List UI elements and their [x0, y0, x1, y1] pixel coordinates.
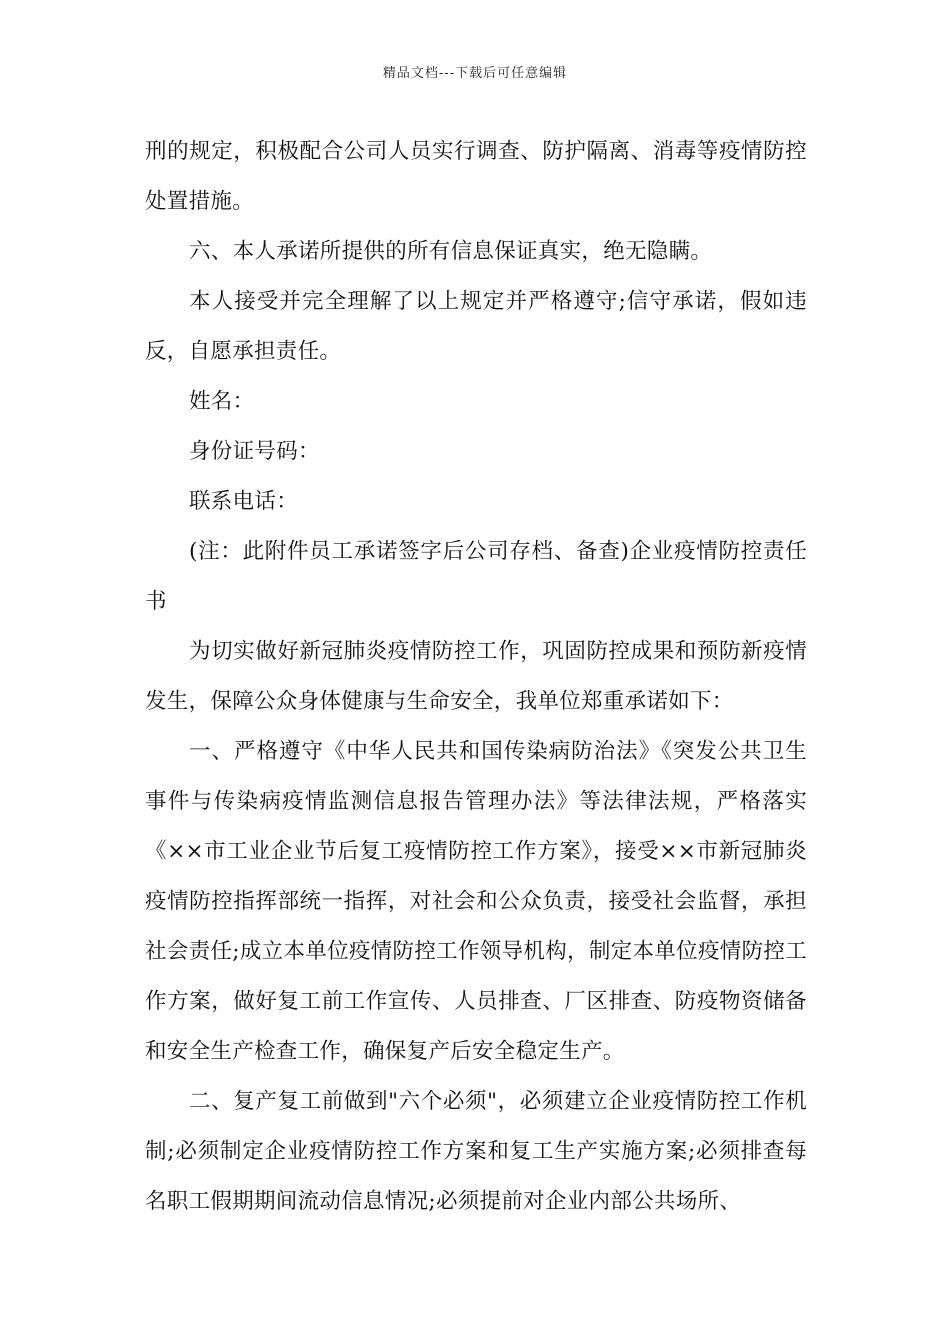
field-id-number-label: 身份证号码：	[189, 439, 320, 464]
paragraph-continuation: 刑的规定，积极配合公司人员实行调查、防护隔离、消毒等疫情防控处置措施。	[145, 139, 807, 214]
paragraph-item-one: 一、严格遵守《中华人民共和国传染病防治法》《突发公共卫生事件与传染病疫情监测信息报告管理办法》等法律法规，严格落实《××市工业企业节后复工疫情防控工作方案》，接受××市新冠肺炎疫情防控指挥部统一指挥，对社会和公众负责，接受社会监督，承担社会责任;成立本单位疫情防控工作领导机构，制定本单位疫情防控工作方案，做好复工前工作宣传、人员排查、厂区排查、防疫物资储备和安全生产检查工作，确保复产后安全稳定生产。	[145, 739, 807, 1064]
page-header: 精品文档---下载后可任意编辑	[382, 66, 568, 81]
paragraph-acceptance: 本人接受并完全理解了以上规定并严格遵守;信守承诺，假如违反，自愿承担责任。	[145, 289, 807, 364]
field-name-label: 姓名：	[189, 389, 255, 414]
paragraph-item-two: 二、复产复工前做到"六个必须"，必须建立企业疫情防控工作机制;必须制定企业疫情防控工作方案和复工生产实施方案;必须排查每名职工假期期间流动信息情况;必须提前对企业内部公共场所、	[145, 1089, 807, 1214]
paragraph-intro: 为切实做好新冠肺炎疫情防控工作，巩固防控成果和预防新疫情发生，保障公众身体健康与生命安全，我单位郑重承诺如下：	[145, 639, 807, 714]
field-phone-label: 联系电话：	[189, 489, 299, 514]
paragraph-item-six: 六、本人承诺所提供的所有信息保证真实，绝无隐瞒。	[189, 239, 713, 264]
document-body	[145, 127, 807, 1227]
paragraph-note-title: (注：此附件员工承诺签字后公司存档、备查)企业疫情防控责任书	[145, 539, 807, 614]
